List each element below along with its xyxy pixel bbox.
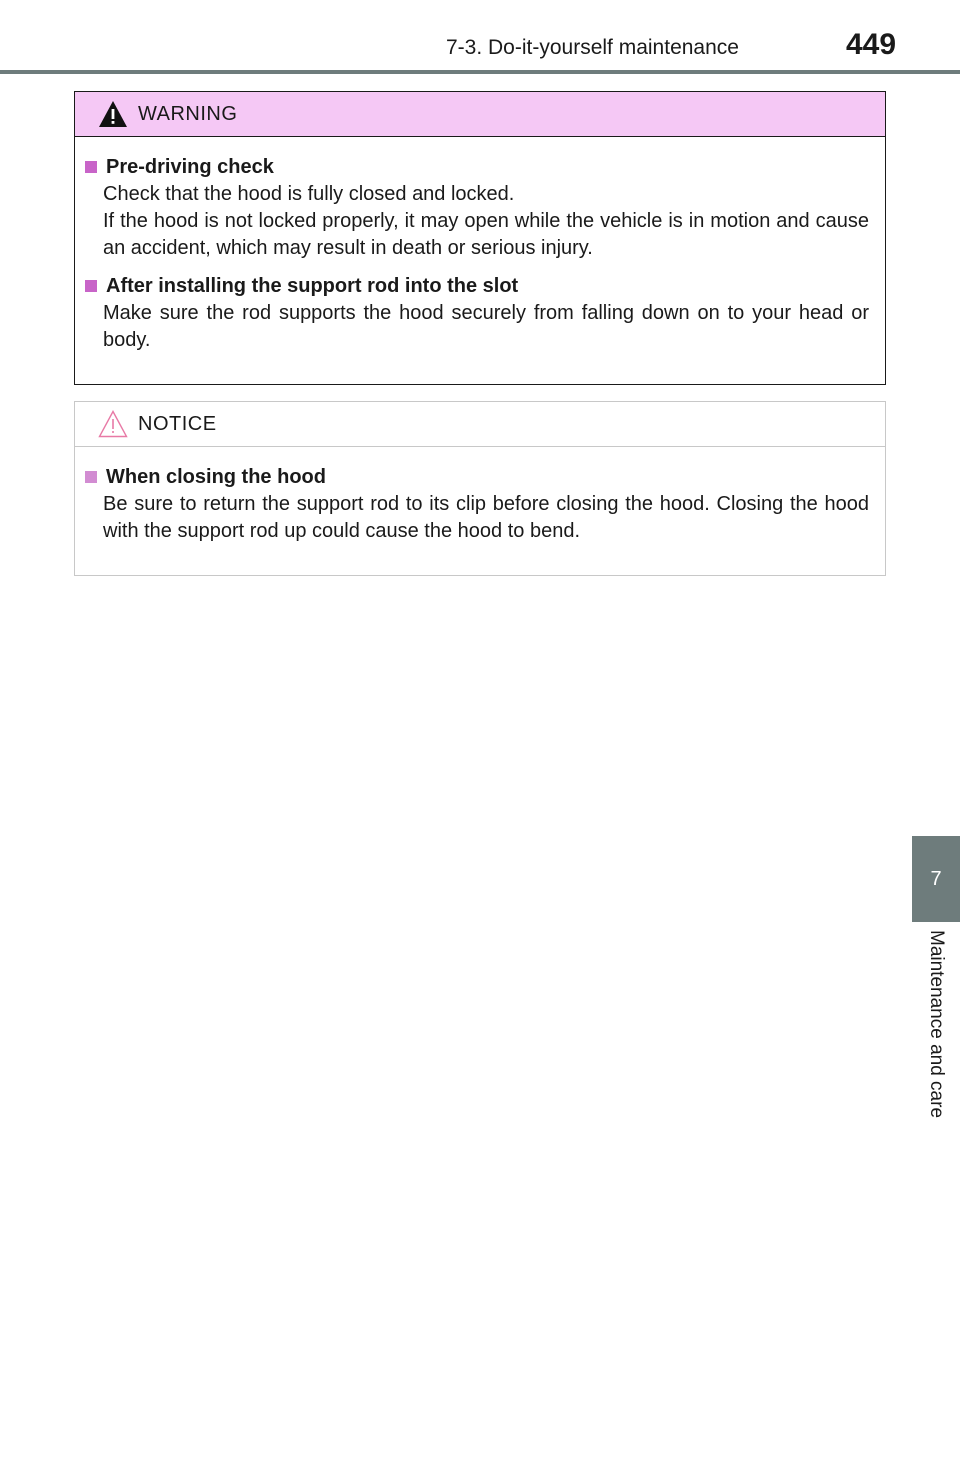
bullet-square-icon — [85, 280, 97, 292]
chapter-tab — [912, 836, 960, 922]
warning-item-heading: After installing the support rod into the slot — [106, 275, 519, 297]
header-rule — [0, 70, 960, 74]
notice-item-heading: When closing the hood — [106, 466, 326, 488]
warning-item-text: If the hood is not locked properly, it may open while the vehicle is in motion and cause an accident, which may result in death or serious injury. — [103, 210, 869, 259]
bullet-square-icon — [85, 471, 97, 483]
chapter-number: 7 — [930, 867, 942, 890]
warning-body — [75, 137, 885, 354]
warning-header — [75, 92, 885, 137]
notice-body — [75, 447, 885, 545]
notice-header — [75, 402, 885, 447]
warning-box — [74, 91, 886, 385]
warning-triangle-icon — [98, 100, 128, 128]
warning-item-support-rod — [81, 272, 869, 354]
warning-item-text: Check that the hood is fully closed and locked. — [103, 183, 515, 205]
bullet-square-icon — [85, 161, 97, 173]
notice-triangle-icon — [98, 410, 128, 438]
notice-box — [74, 401, 886, 576]
warning-item-heading: Pre-driving check — [106, 156, 274, 178]
page-number: 449 — [846, 28, 897, 61]
warning-title: WARNING — [138, 102, 238, 125]
chapter-label — [912, 930, 960, 1170]
chapter-title: Maintenance and care — [926, 930, 947, 1119]
notice-title: NOTICE — [138, 412, 217, 435]
warning-item-pre-driving — [81, 153, 869, 262]
warning-item-text: Make sure the rod supports the hood securely from falling down on to your head or body. — [103, 302, 869, 351]
notice-item-closing-hood — [81, 463, 869, 545]
section-title: 7-3. Do-it-yourself maintenance — [446, 36, 739, 59]
notice-item-text: Be sure to return the support rod to its clip before closing the hood. Closing the hood with the support rod up could cause the hood to bend. — [103, 493, 869, 542]
